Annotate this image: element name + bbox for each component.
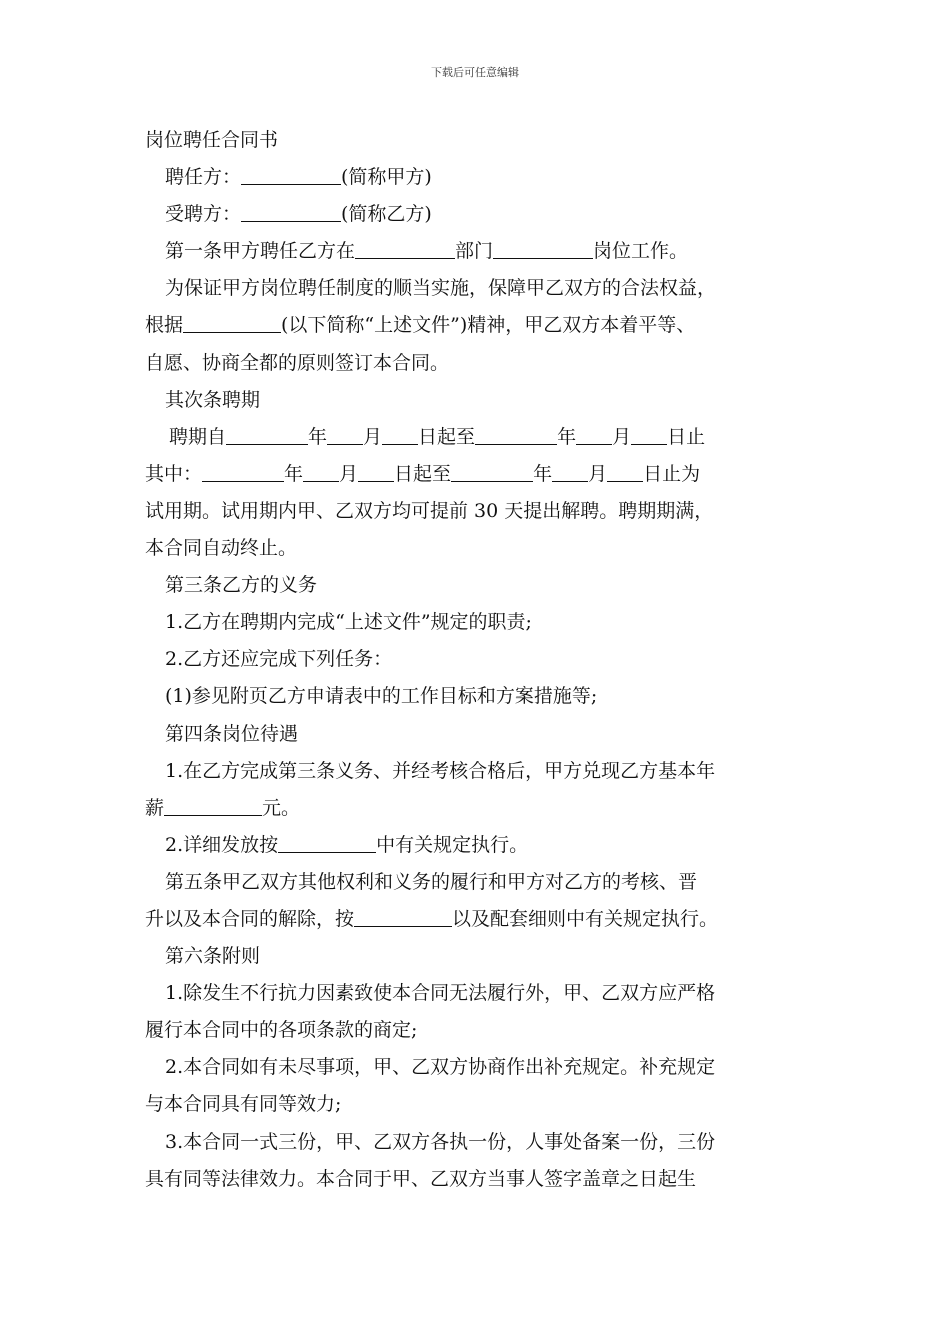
salary-blank [164,796,262,816]
paragraph-line: 根据 (以下简称“上述文件”)精神，甲乙双方本着平等、 [145,314,696,337]
employer-line: 聘任方： (简称甲方) [165,166,432,189]
start-month-blank [327,425,363,445]
position-blank [493,239,593,259]
employee-blank [241,202,341,222]
regulation-blank [278,833,376,853]
start-year-blank [226,425,308,445]
department-blank [355,239,455,259]
article-6-heading: 第六条附则 [165,945,261,968]
paragraph-line: 本合同自动终止。 [145,537,298,560]
end-month-blank [576,425,612,445]
end-year-blank [475,425,557,445]
paragraph-line: 具有同等法律效力。本合同于甲、乙双方当事人签字盖章之日起生 [145,1167,697,1190]
employee-line: 受聘方： (简称乙方) [165,203,432,226]
document-title: 岗位聘任合同书 [145,129,279,151]
salary-line: 薪 元。 [145,796,301,819]
list-item: 2.本合同如有未尽事项，甲、乙双方协商作出补充规定。补充规定 [165,1056,716,1079]
contract-body [145,122,810,1198]
paragraph-line: 升以及本合同的解除，按 以及配套细则中有关规定执行。 [145,907,719,930]
probation-start-day-blank [358,462,394,482]
payment-line: 2.详细发放按 中有关规定执行。 [165,833,529,856]
paragraph-line: 履行本合同中的各项条款的商定; [145,1019,418,1042]
employer-blank [241,165,341,185]
paragraph-line: 与本合同具有同等效力; [145,1093,342,1116]
probation-end-day-blank [607,462,643,482]
article-1: 第一条甲方聘任乙方在 部门 岗位工作。 [165,240,689,263]
start-day-blank [382,425,418,445]
probation-end-year-blank [451,462,533,482]
probation-start-year-blank [202,462,284,482]
probation-end-month-blank [552,462,588,482]
paragraph-line: 试用期。试用期内甲、乙双方均可提前 30 天提出解聘。聘期期满， [145,499,714,522]
article-4-heading: 第四条岗位待遇 [165,722,299,745]
list-item: 1.除发生不行抗力因素致使本合同无法履行外，甲、乙双方应严格 [165,982,716,1005]
end-day-blank [631,425,667,445]
list-item: (1)参见附页乙方申请表中的工作目标和方案措施等; [165,685,598,708]
probation-line: 其中： 年 月 日起至 年 月 日止为 [145,462,701,485]
rules-blank [354,907,452,927]
term-line: 聘期自 年 月 日起至 年 月 日止 [169,425,706,448]
article-2-heading: 其次条聘期 [165,388,261,411]
list-item: 3.本合同一式三份，甲、乙双方各执一份，人事处备案一份，三份 [165,1130,716,1153]
list-item: 1.乙方在聘期内完成“上述文件”规定的职责; [165,611,532,634]
paragraph-line: 自愿、协商全都的原则签订本合同。 [145,351,450,374]
list-item: 1.在乙方完成第三条义务、并经考核合格后，甲方兑现乙方基本年 [165,759,716,782]
list-item: 2.乙方还应完成下列任务： [165,648,393,671]
article-5: 第五条甲乙双方其他权利和义务的履行和甲方对乙方的考核、晋 [165,870,698,893]
probation-start-month-blank [303,462,339,482]
document-name-blank [183,313,281,333]
paragraph-line: 为保证甲方岗位聘任制度的顺当实施，保障甲乙双方的合法权益， [165,277,717,300]
page-header: 下载后可任意编辑 [431,66,519,79]
article-3-heading: 第三条乙方的义务 [165,574,318,597]
